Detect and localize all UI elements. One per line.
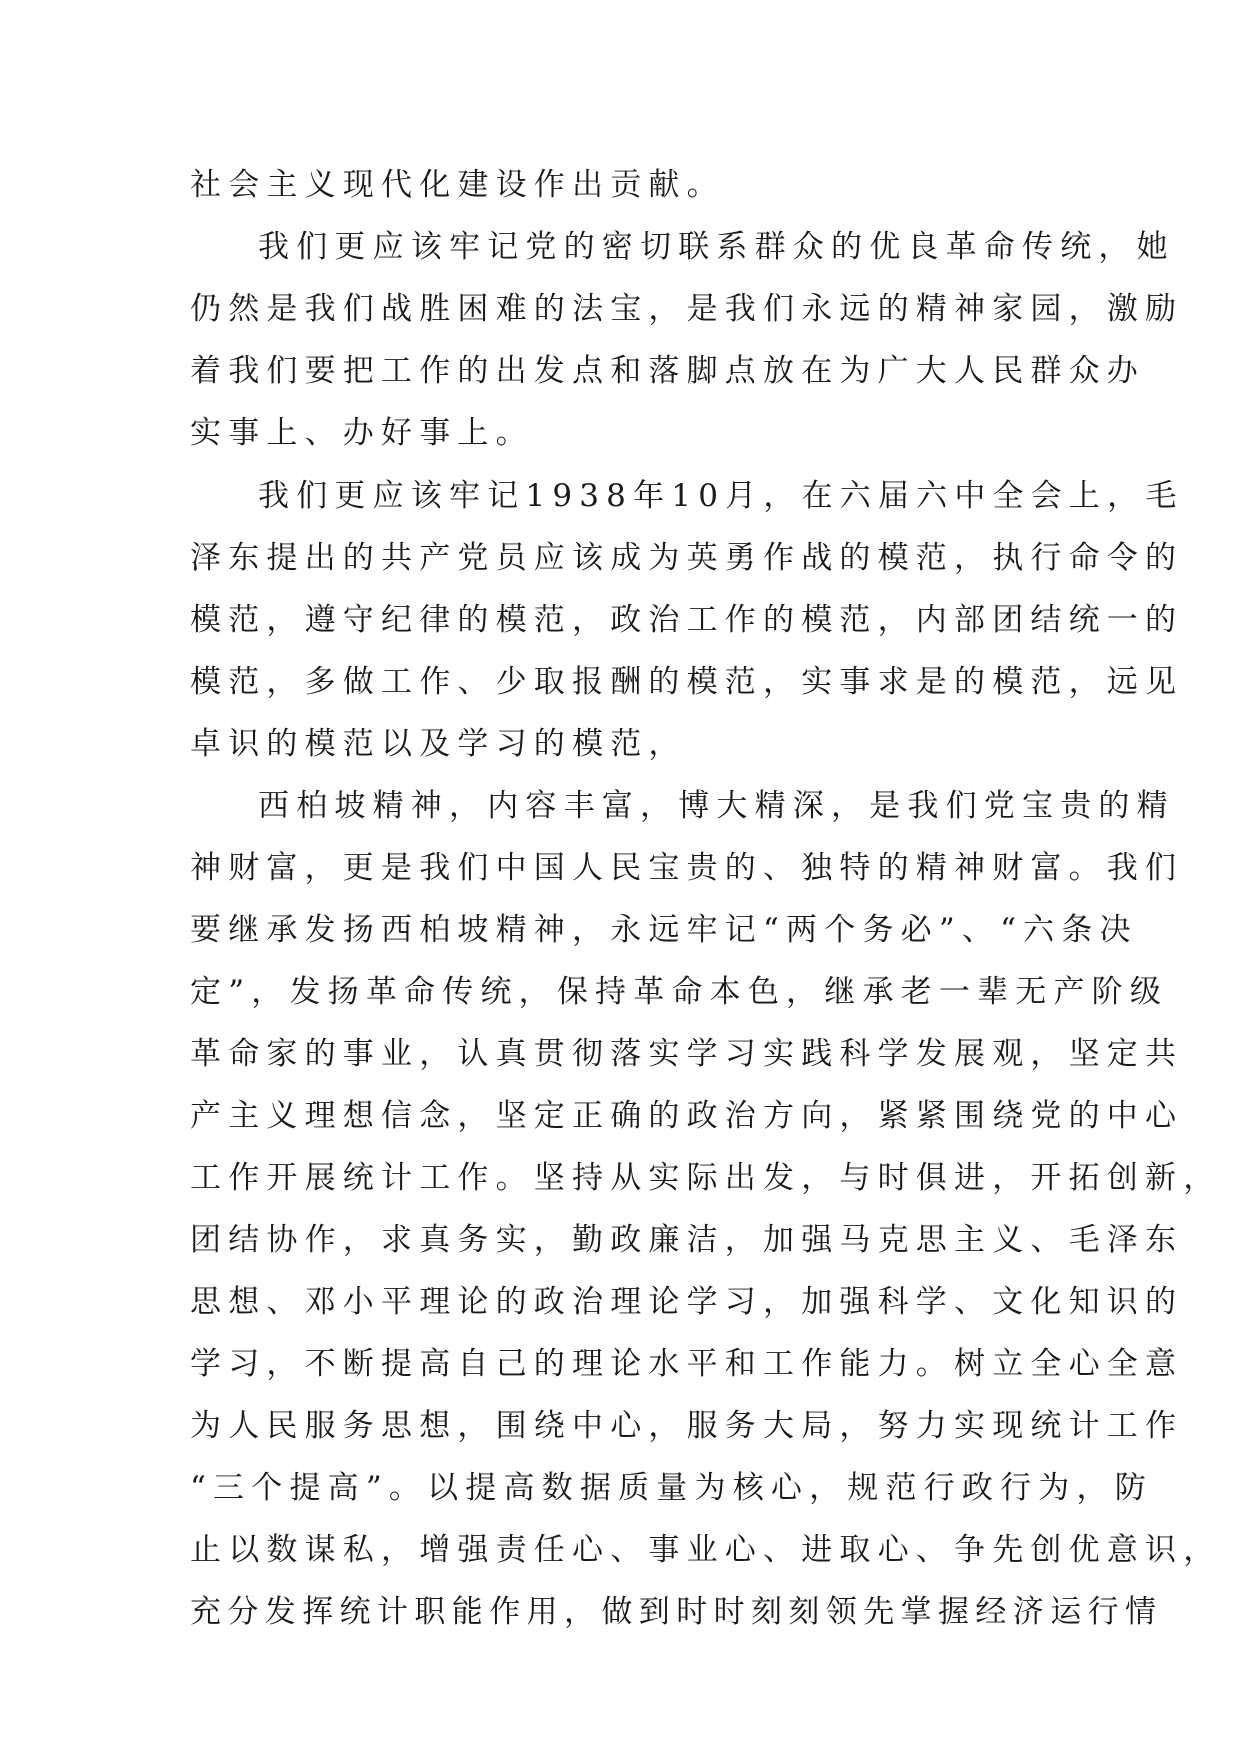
text-line: 革命家的事业，认真贯彻落实学习实践科学发展观，坚定共 (190, 1036, 1184, 1072)
text-line: 工作开展统计工作。坚持从实际出发，与时俱进，开拓创新， (190, 1160, 1222, 1196)
text-line: “三个提高”。以提高数据质量为核心，规范行政行为，防 (190, 1470, 1153, 1506)
text-line: 社会主义现代化建设作出贡献。 (190, 167, 725, 203)
text-line: 思想、邓小平理论的政治理论学习，加强科学、文化知识的 (190, 1284, 1184, 1320)
text-line: 模范，遵守纪律的模范，政治工作的模范，内部团结统一的 (190, 602, 1184, 638)
text-line: 要继承发扬西柏坡精神，永远牢记“两个务必”、“六条决 (190, 912, 1138, 948)
text-line: 产主义理想信念，坚定正确的政治方向，紧紧围绕党的中心 (190, 1098, 1184, 1134)
text-line: 止以数谋私，增强责任心、事业心、进取心、争先创优意识， (190, 1532, 1222, 1568)
text-line: 仍然是我们战胜困难的法宝，是我们永远的精神家园，激励 (190, 291, 1184, 327)
text-line: 定”，发扬革命传统，保持革命本色，继承老一辈无产阶级 (190, 974, 1169, 1010)
text-line: 卓识的模范以及学习的模范， (190, 726, 687, 762)
text-line: 为人民服务思想，围绕中心，服务大局，努力实现统计工作 (190, 1408, 1184, 1444)
text-line: 泽东提出的共产党员应该成为英勇作战的模范，执行命令的 (190, 540, 1184, 576)
text-line: 实事上、办好事上。 (190, 415, 534, 451)
text-line: 着我们要把工作的出发点和落脚点放在为广大人民群众办 (190, 353, 1145, 389)
text-line: 团结协作，求真务实，勤政廉洁，加强马克思主义、毛泽东 (190, 1222, 1184, 1258)
paragraph-first-line: 我们更应该牢记党的密切联系群众的优良革命传统，她 (258, 229, 1175, 265)
text-line: 神财富，更是我们中国人民宝贵的、独特的精神财富。我们 (190, 850, 1184, 886)
text-line: 模范，多做工作、少取报酬的模范，实事求是的模范，远见 (190, 664, 1184, 700)
text-line: 充分发挥统计职能作用，做到时时刻刻领先掌握经济运行情 (190, 1594, 1163, 1630)
paragraph-first-line: 我们更应该牢记1938年10月，在六届六中全会上，毛 (258, 478, 1184, 514)
text-line: 学习，不断提高自己的理论水平和工作能力。树立全心全意 (190, 1346, 1184, 1382)
paragraph-first-line: 西柏坡精神，内容丰富，博大精深，是我们党宝贵的精 (258, 788, 1175, 824)
